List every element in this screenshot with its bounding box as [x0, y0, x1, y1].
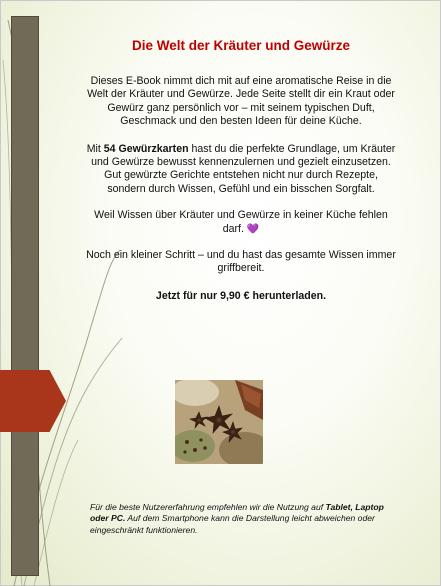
intro-paragraph: Dieses E-Book nimmt dich mit auf eine aromatische Reise in die Welt der Kräuter und Gewürze. Jede Seite stellt dir ein Kraut oder Gewürz ganz persönlich vor – mit seinem typischen Duft, Geschmack und den besten Ideen für deine Küche. — [87, 75, 395, 128]
device-note-bold: Tablet, Laptop oder PC. — [90, 502, 384, 524]
sidebar-bar — [11, 16, 39, 576]
spices-photo — [175, 380, 263, 464]
download-cta[interactable]: Jetzt für nur 9,90 € herunterladen. — [155, 289, 327, 302]
page-title: Die Welt der Kräuter und Gewürze — [131, 38, 351, 53]
step-paragraph: Noch ein kleiner Schritt – und du hast das gesamte Wissen immer griffbereit. — [86, 249, 396, 275]
spices-illustration — [175, 380, 263, 464]
cards-paragraph — [84, 143, 398, 197]
device-note-part2: Auf dem Smartphone kann die Darstellung leicht abweichen oder eingeschränkt funktionieren. — [90, 513, 375, 535]
device-note — [90, 502, 388, 536]
cards-paragraph-prefix: Mit — [86, 142, 104, 155]
kitchen-paragraph-text: Weil Wissen über Kräuter und Gewürze in keiner Küche fehlen darf. — [94, 209, 388, 235]
cards-count: 54 Gewürzkarten — [103, 142, 189, 155]
device-note-part1: Für die beste Nutzererfahrung empfehlen wir die Nutzung auf — [90, 502, 326, 512]
purple-heart-icon: 💜 — [246, 223, 260, 235]
cards-paragraph-suffix: hast du die perfekte Grundlage, um Kräuter und Gewürze bewusst kennenzulernen und gezielt einzusetzen. Gut gewürzte Gerichte entstehen nicht nur durch Rezepte, sondern durch Wissen, Gefühl und ein bisschen Sorgfalt. — [91, 142, 396, 195]
content — [84, 38, 398, 303]
kitchen-paragraph — [84, 209, 398, 236]
